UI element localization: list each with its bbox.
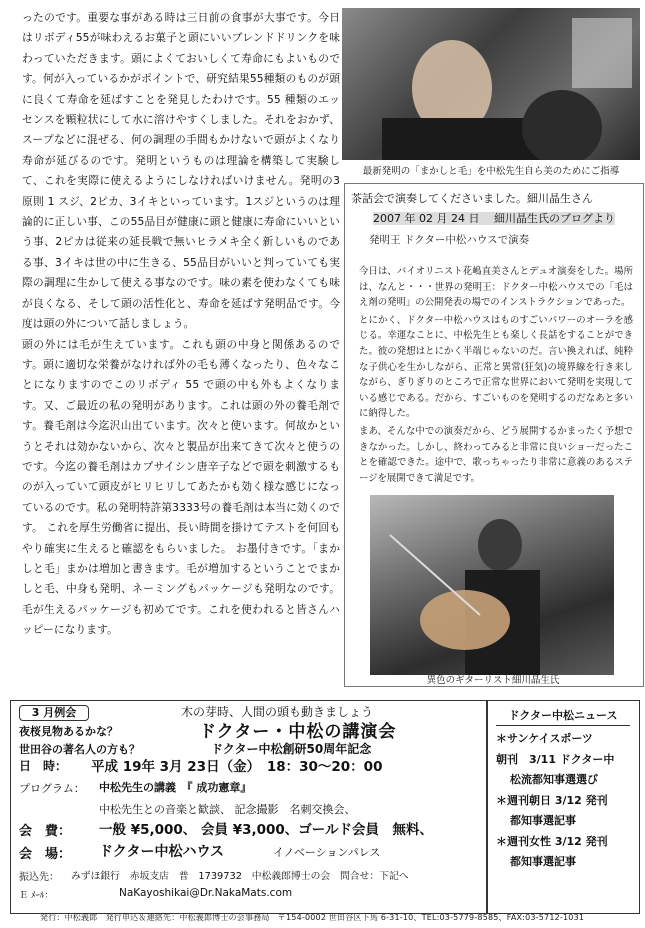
event-program-value: 中松先生の講義 『 成功憲章』 — [99, 781, 252, 794]
event-venue-sub: イノベーションパレス — [273, 846, 381, 859]
footer-publisher-info: 発行：中松義郎 発行申込＆連絡先：中松義郎博士の会事務局 〒154-0002 世田谷区下馬 6-31-10、TEL:03-5779-8585、FAX:03-5712-1031 — [40, 913, 585, 922]
news-list — [496, 729, 634, 873]
photo2-figure-shapes — [370, 495, 614, 675]
blog-paragraph-3: まあ、そんな中での演奏だから、どう展開するかまったく予想できなかった。しかし、終わってみると非常に良いショーだったことを確認できた。途中で、歌っちゃったり非常に意義のあるステージを展開できて満足です。 — [359, 425, 633, 484]
event-email-link[interactable]: NaKayoshikai@Dr.NakaMats.com — [119, 887, 293, 899]
event-fee-label: 会 費： — [19, 824, 72, 839]
event-title: ドクター・中松の講演会 — [199, 722, 397, 742]
event-badge: 3 月例会 — [19, 705, 89, 721]
article-paragraph-2: 頭の外には毛が生えています。これも頭の中身と関係あるのです。頭に適切な栄養がなければ外の毛も薄くなったり、色々なことになりますのでこのリボディ 55 で頭の中も外もよくなります。又、ご最近の私の発明があります。これは頭の外の養毛剤です。養毛剤は今迄沢山出ています。次々と使います。何故かというとそれは効かないから、次々と製品が出来てきて次々と使うのです。今迄の養毛剤はカプサイシン唐辛子などで頭を刺激するものが入っていて頭皮がヒリヒリしてあたかも効く様な感じになっているのです。私の発明特許第3333号の養毛剤は本当に効くのです。 これを厚生労働省に提出、長い時間を掛けてテストを何回もやり確実に生えると確認をもらいました。 お墨付きです。「まかしと毛」まかは増加と書きます。毛が増加するということでまかしと毛、中身も発明、ネーミングもパッケージも発明なのです。毛が生えるパッケージも初めてです。これを使われると皆さんハッピーになります。 — [22, 337, 341, 637]
blog-header-date-text: 2007 年 02 月 24 日 細川晶生氏のブログより — [373, 212, 615, 225]
event-transfer-value: みずほ銀行 赤坂支店 普 1739732 中松義郎博士の会 問合せ：下記へ — [71, 871, 409, 882]
event-email-label: Ｅ ﾒｰﾙ： — [19, 891, 54, 901]
photo-guitarist — [370, 495, 614, 675]
event-venue-label: 会 場： — [19, 847, 72, 862]
blog-paragraph-1: 今日は、バイオリニスト花嶋直美さんとデュオ演奏をした。場所は、なんと・・・世界の発明王：ドクター中松ハウスでの「毛はえ剤の発明」の公開発表の場でのインストラクションであった。 — [359, 266, 633, 309]
event-subtitle: ドクター中松創研50周年記念 — [211, 742, 372, 756]
blog-header-title: 発明王 ドクター中松ハウスで演奏 — [369, 234, 530, 246]
news-title: ドクター中松ニュース — [496, 707, 630, 726]
event-date-value: 平成 19年 3月 23日（金） 18：30～20：00 — [91, 759, 383, 775]
event-fee-value: 一般 ¥5,000、 会員 ¥3,000、ゴールド会員 無料、 — [99, 822, 434, 838]
event-date-label: 日 時： — [19, 759, 68, 773]
news-item: 松流都知事選選び — [510, 773, 598, 786]
event-question-1: 夜桜見物あるかな？ — [19, 725, 118, 738]
event-venue-value: ドクター中松ハウス — [99, 844, 225, 860]
blog-header-date — [345, 210, 643, 226]
photo2-caption: 異色のギターリスト細川晶生氏 — [426, 675, 560, 686]
news-item: 朝刊 3/11 ドクター中 — [496, 752, 615, 766]
blog-body — [359, 264, 633, 488]
event-transfer-label: 振込先： — [19, 872, 59, 883]
article-paragraph-1: ったのです。重要な事がある時は三日前の食事が大事です。今日はリボディ55が味わえるお菓子と頭にいいブレンドドリンクを味わっていただきます。頭によくておいしくて寿命にもよいものです。何が入っているかがポイントで、研究結果55種類のものが頭に良くて寿命を延ばすことを発見したわけです。55 種類のエッセンスを顆粒状にして水に溶けやすくしました。それをおかず、スープなどに混ぜる、何の調理の手間もかけないで頭がよくなり寿命が延びるのです。発明というものは理論を構築して実験して、これを実際に使えるようにしなければいけません。発明の3原則 1 スジ、2ピカ、3イキといっています。1スジというのは理論的に正しい事、この55品目が健康に頭と健康に寿命にいいという事、2ピカは従来の延長戦で無いヒラメキ全く新しいものである事、3イキは世の中に生きる、55品目がいいと判っていても実際の調理に生かして使える事なのです。味の素を使わなくても味が良くなる、そして頭の活性化と、寿命を延ばす発明品です。今度は頭の外について話しましょう。 — [22, 11, 340, 331]
blog-paragraph-2: とにかく、ドクター中松ハウスはものすごいパワーのオーラを感じる。幸運なことに、中松先生とも楽しく長話をすることができた。彼の発想はとにかく半端じゃないのだ。言い換えれば、純粋な子供心を生かしながら、正常と異常(狂気)の境界線を行き来しながら、ぎりぎりのところで正常な世界において発明を実現している感じである。だから、すごいものを発明するのだなあと多いに納得した。 — [359, 314, 633, 420]
article-left-column — [22, 8, 340, 641]
blog-header-performer: 茶話会で演奏してくださいました。細川晶生さん — [351, 192, 593, 205]
news-item: ＊週刊朝日 3/12 発刊 — [496, 793, 608, 807]
event-announcement-box — [10, 700, 487, 914]
news-item: ＊週刊女性 3/12 発刊 — [496, 834, 608, 848]
news-item: 都知事選記事 — [510, 814, 576, 827]
news-box — [487, 700, 640, 914]
event-question-2: 世田谷の著名人の方も？ — [19, 743, 140, 756]
photo-dr-nakamats-demonstration — [342, 8, 640, 160]
photo1-caption: 最新発明の「まかしと毛」を中松先生自ら美のためにご指導 — [362, 166, 620, 177]
event-program-value-2: 中松先生との音楽と歓談、 記念撮影 名刺交換会、 — [99, 803, 356, 816]
photo-figure-shapes — [342, 8, 640, 160]
event-program-label: プログラム： — [19, 782, 85, 795]
event-tagline: 木の芽時、人間の頭も動きましょう — [181, 705, 374, 719]
news-item: ＊サンケイスポーツ — [496, 732, 593, 745]
news-item: 都知事選記事 — [510, 855, 576, 868]
